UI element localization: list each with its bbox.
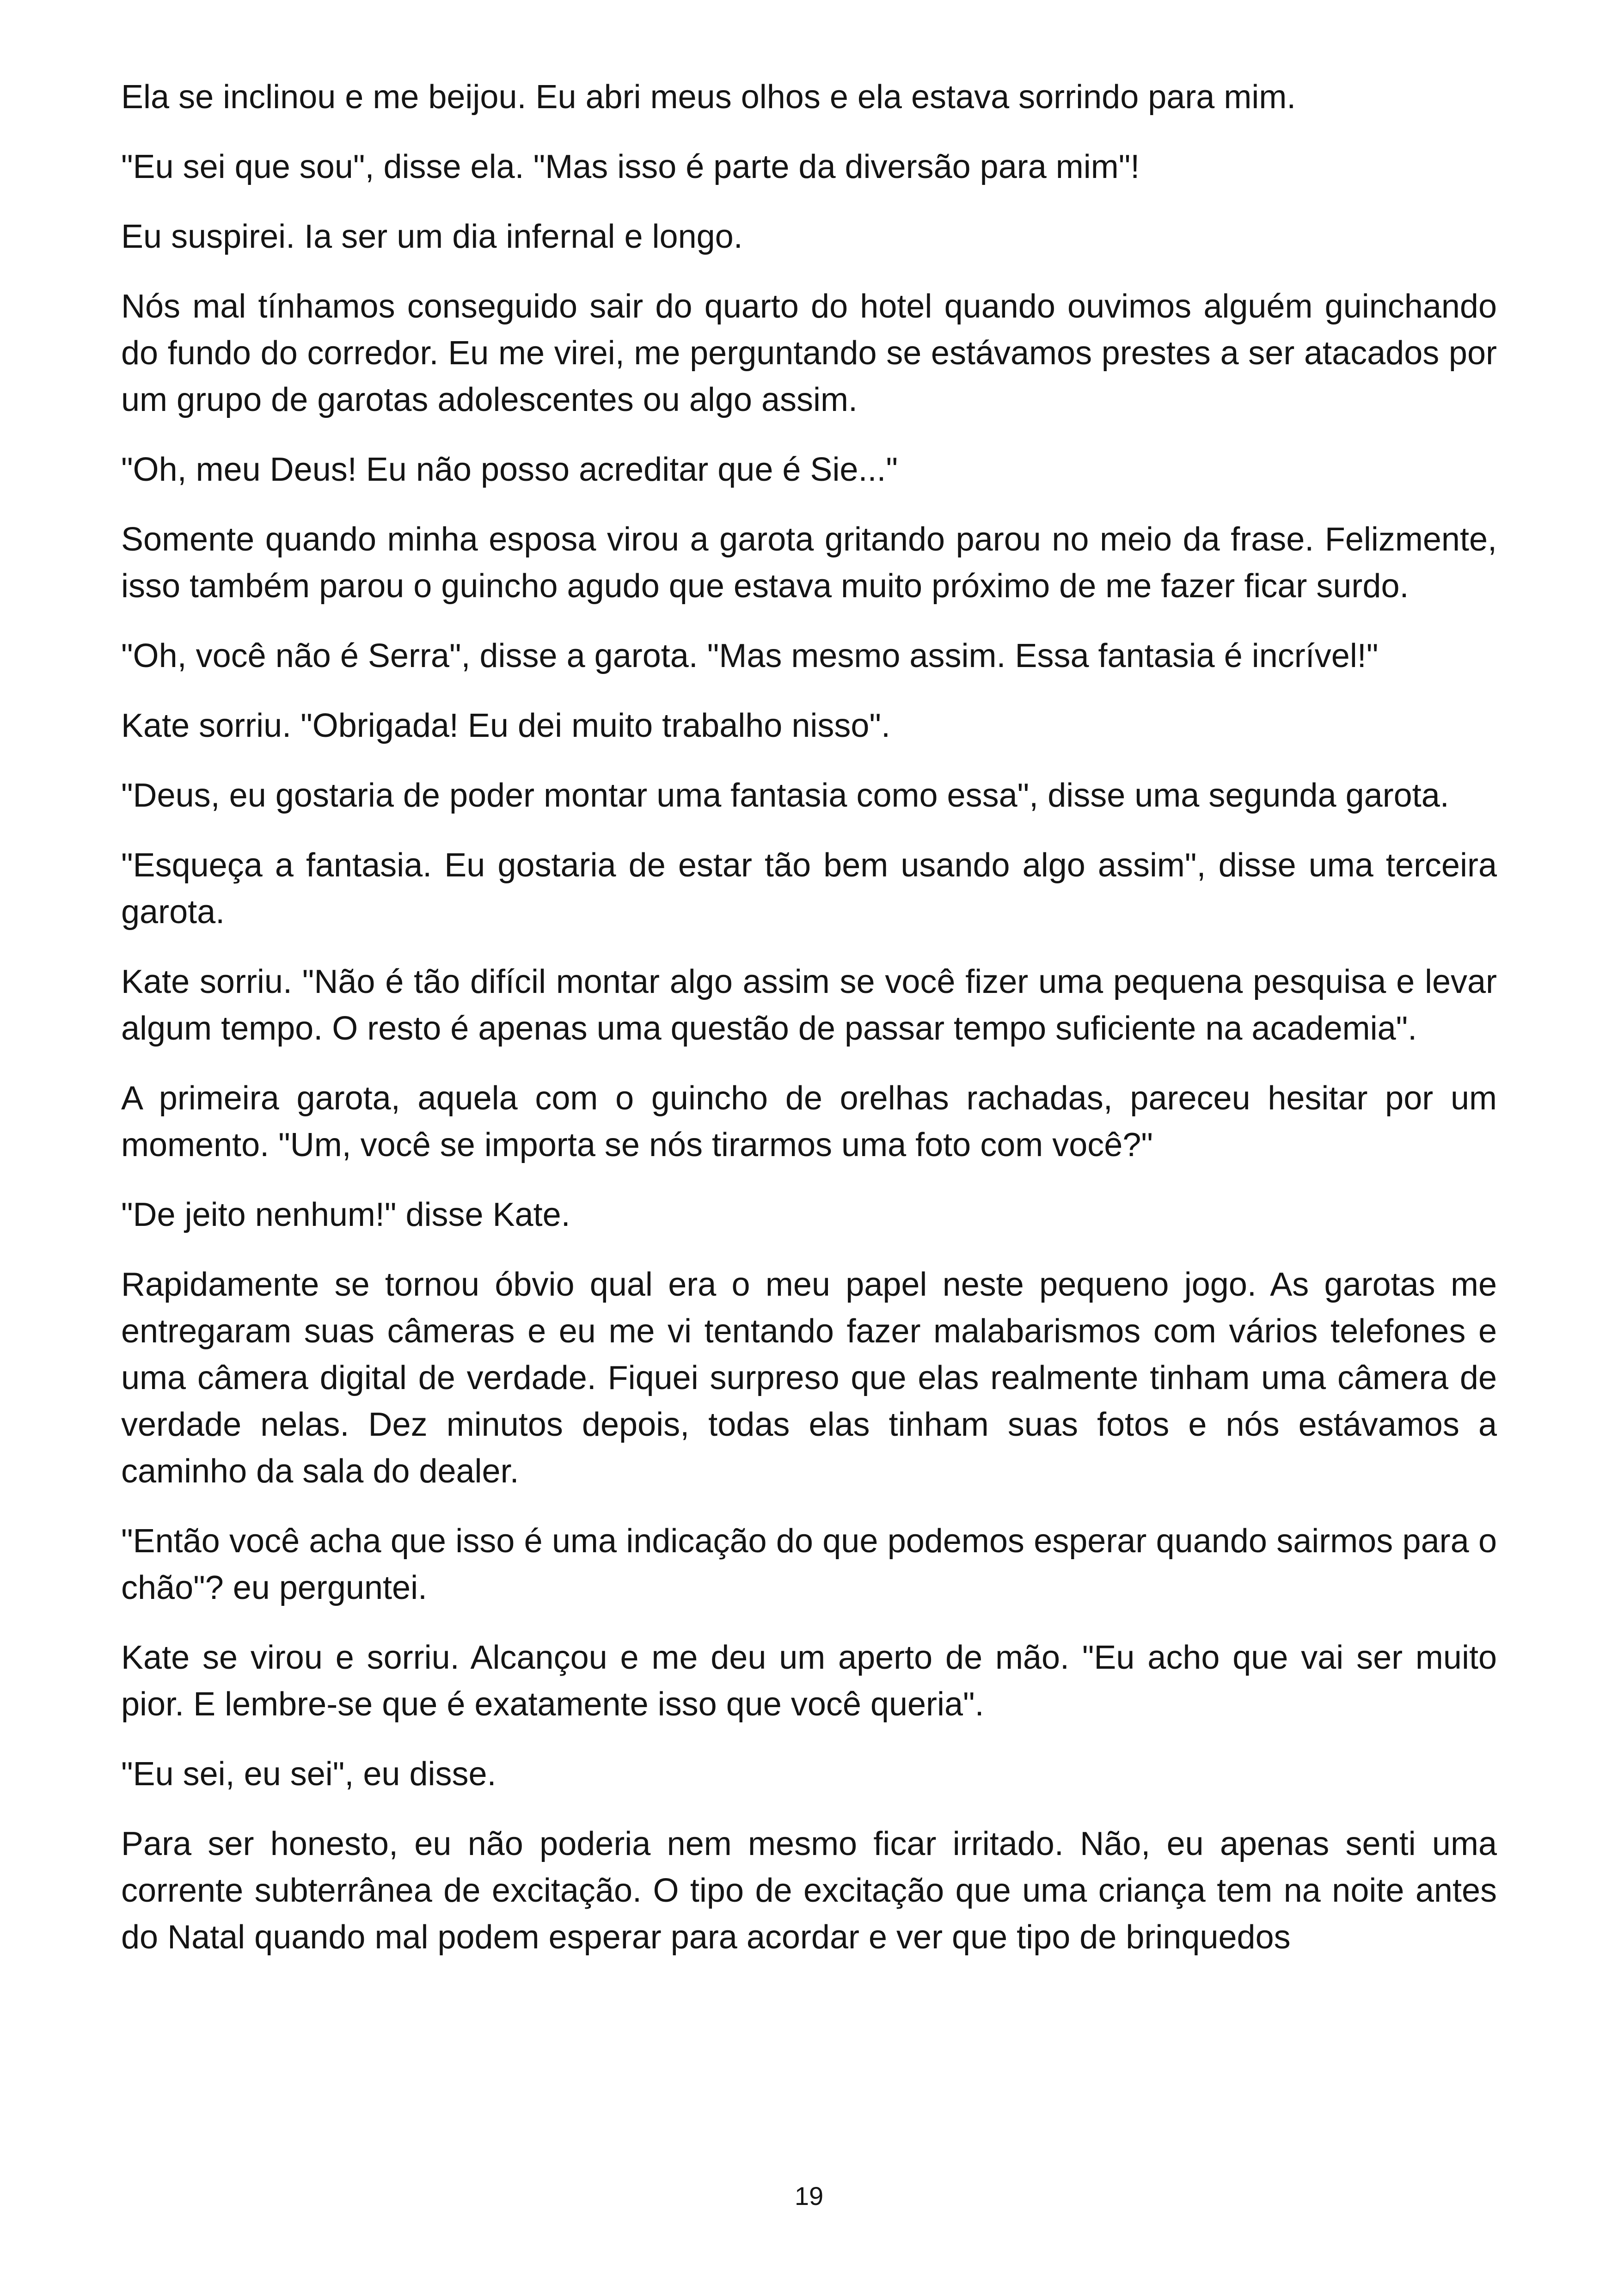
- paragraph: Kate sorriu. "Obrigada! Eu dei muito trabalho nisso".: [121, 707, 890, 744]
- paragraph: "Eu sei que sou", disse ela. "Mas isso é parte da diversão para mim"!: [121, 148, 1140, 185]
- paragraph: Rapidamente se tornou óbvio qual era o meu papel neste pequeno jogo. As garotas me entregaram suas câmeras e eu me vi tentando fazer malabarismos com vários telefones e uma câmera digital de verdade. Fiquei surpreso que elas realmente tinham uma câmera de verdade nelas. Dez minutos depois, todas elas tinham suas fotos e nós estávamos a caminho da sala do dealer.: [121, 1266, 1497, 1490]
- paragraph: "Oh, meu Deus! Eu não posso acreditar que é Sie...": [121, 451, 898, 488]
- paragraph: Ela se inclinou e me beijou. Eu abri meus olhos e ela estava sorrindo para mim.: [121, 79, 1296, 116]
- paragraph: Kate sorriu. "Não é tão difícil montar algo assim se você fizer uma pequena pesquisa e levar algum tempo. O resto é apenas uma questão de passar tempo suficiente na academia".: [121, 963, 1497, 1047]
- paragraph: "Esqueça a fantasia. Eu gostaria de estar tão bem usando algo assim", disse uma terceira garota.: [121, 847, 1497, 931]
- paragraph: Para ser honesto, eu não poderia nem mesmo ficar irritado. Não, eu apenas senti uma corrente subterrânea de excitação. O tipo de excitação que uma criança tem na noite antes do Natal quando mal podem esperar para acordar e ver que tipo de brinquedos: [121, 1825, 1497, 1956]
- paragraph: "Deus, eu gostaria de poder montar uma fantasia como essa", disse uma segunda garota.: [121, 777, 1449, 814]
- page-body: [121, 74, 1497, 1984]
- paragraph: A primeira garota, aquela com o guincho de orelhas rachadas, pareceu hesitar por um momento. "Um, você se importa se nós tirarmos uma foto com você?": [121, 1080, 1497, 1163]
- page-number: 19: [794, 2181, 824, 2210]
- paragraph: Kate se virou e sorriu. Alcançou e me deu um aperto de mão. "Eu acho que vai ser muito pior. E lembre-se que é exatamente isso que você queria".: [121, 1639, 1497, 1723]
- paragraph: Nós mal tínhamos conseguido sair do quarto do hotel quando ouvimos alguém guinchando do fundo do corredor. Eu me virei, me perguntando se estávamos prestes a ser atacados por um grupo de garotas adolescentes ou algo assim.: [121, 288, 1497, 418]
- paragraph: "Então você acha que isso é uma indicação do que podemos esperar quando sairmos para o chão"? eu perguntei.: [121, 1523, 1497, 1606]
- paragraph: Somente quando minha esposa virou a garota gritando parou no meio da frase. Felizmente, isso também parou o guincho agudo que estava muito próximo de me fazer ficar surdo.: [121, 521, 1497, 605]
- paragraph: "De jeito nenhum!" disse Kate.: [121, 1196, 570, 1233]
- paragraph: "Eu sei, eu sei", eu disse.: [121, 1756, 496, 1793]
- paragraph: Eu suspirei. Ia ser um dia infernal e longo.: [121, 218, 743, 255]
- paragraph: "Oh, você não é Serra", disse a garota. "Mas mesmo assim. Essa fantasia é incrível!": [121, 637, 1379, 674]
